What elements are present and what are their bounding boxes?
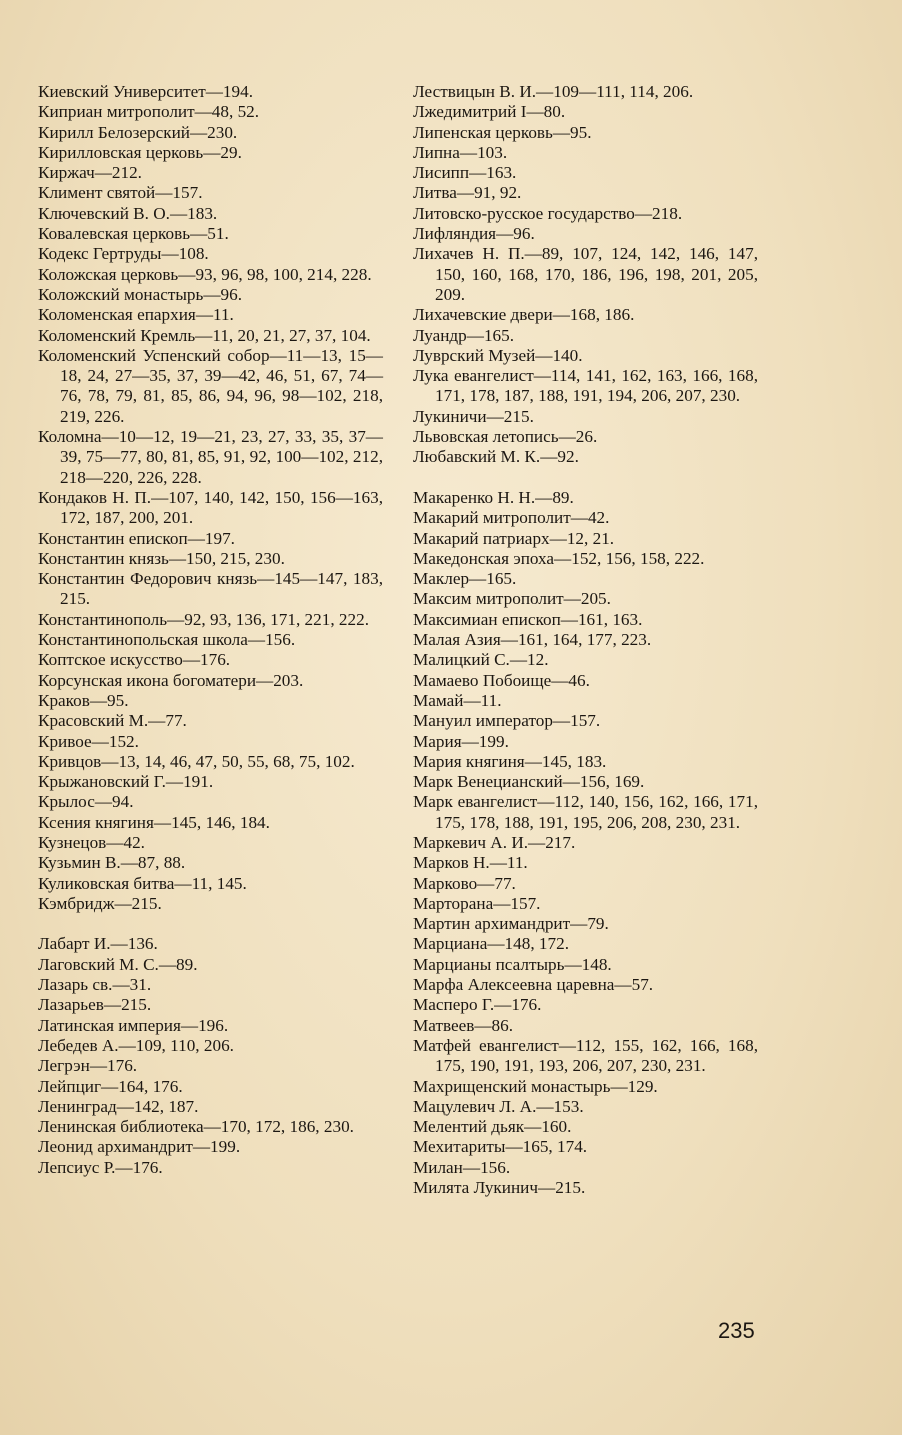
- index-entry: Куликовская битва—11, 145.: [38, 873, 247, 893]
- index-entry: Лабарт И.—136.: [38, 934, 158, 954]
- index-entry: Коломенский Успенский собор—11—13, 15—18, 24, 27—35, 37, 39—42, 46, 51, 67, 74—76, 78, 79, 81, 85, 86, 94, 96, 98—102, 218, 219, 226.: [38, 345, 383, 426]
- index-entry: Марцианы псалтырь—148.: [413, 954, 612, 974]
- index-entry: Липенская церковь—95.: [413, 122, 592, 142]
- index-entry: Лука евангелист—114, 141, 162, 163, 166, 168, 171, 178, 187, 188, 191, 194, 206, 207, 230.: [413, 366, 758, 406]
- index-entry: Кирилловская церковь—29.: [38, 142, 242, 162]
- index-entry: Кузьмин В.—87, 88.: [38, 853, 186, 873]
- index-entry: Красовский М.—77.: [38, 711, 187, 731]
- index-entry: Лепсиус Р.—176.: [38, 1157, 163, 1177]
- index-entry: Ленинград—142, 187.: [38, 1096, 199, 1116]
- index-entry: Мамаево Побоище—46.: [413, 670, 590, 690]
- index-entry: Константин епископ—197.: [38, 528, 235, 548]
- index-entry: Марциана—148, 172.: [413, 934, 569, 954]
- section-gap: [413, 468, 758, 488]
- index-entry: Литва—91, 92.: [413, 183, 522, 203]
- index-entry: Кривое—152.: [38, 731, 139, 751]
- index-entry: Литовско-русское государство—218.: [413, 203, 683, 223]
- index-entry: Кирилл Белозерский—230.: [38, 122, 238, 142]
- index-entry: Мехитариты—165, 174.: [413, 1137, 588, 1157]
- index-entry: Лествицын В. И.—109—111, 114, 206.: [413, 82, 694, 101]
- index-entry: Лихачевские двери—168, 186.: [413, 305, 635, 325]
- index-entry: Корсунская икона богоматери—203.: [38, 670, 304, 690]
- index-entry: Лазарь св.—31.: [38, 975, 152, 995]
- index-entry: Коложский монастырь—96.: [38, 284, 243, 304]
- page-number: 235: [718, 1318, 755, 1343]
- index-entry: Милята Лукинич—215.: [413, 1178, 586, 1198]
- index-entry: Лаговский М. С.—89.: [38, 954, 198, 974]
- index-entry: Матфей евангелист—112, 155, 162, 166, 168, 175, 190, 191, 193, 206, 207, 230, 231.: [413, 1035, 758, 1076]
- index-entry: Леонид архимандрит—199.: [38, 1137, 241, 1157]
- index-entry: Ключевский В. О.—183.: [38, 203, 218, 223]
- index-entry: Марково—77.: [413, 873, 516, 893]
- index-entry: Мануил император—157.: [413, 711, 601, 731]
- index-entry: Краков—95.: [38, 690, 129, 710]
- index-entry: Мацулевич Л. А.—153.: [413, 1096, 584, 1116]
- index-entry: Константинополь—92, 93, 136, 171, 221, 222.: [38, 609, 370, 629]
- index-entry: Киржач—212.: [38, 163, 142, 183]
- index-entry: Луандр—165.: [413, 325, 515, 345]
- index-entry: Лифляндия—96.: [413, 224, 535, 244]
- index-entry: Кузнецов—42.: [38, 832, 145, 852]
- index-entry: Крылос—94.: [38, 792, 134, 812]
- index-entry: Львовская летопись—26.: [413, 427, 598, 447]
- index-entry: Макарий митрополит—42.: [413, 508, 610, 528]
- index-entry: Македонская эпоха—152, 156, 158, 222.: [413, 548, 705, 568]
- index-entry: Липна—103.: [413, 142, 508, 162]
- index-entry: Марк Венецианский—156, 169.: [413, 772, 645, 792]
- index-entry: Мария княгиня—145, 183.: [413, 751, 607, 771]
- index-entry: Киприан митрополит—48, 52.: [38, 102, 260, 122]
- index-entry: Марков Н.—11.: [413, 853, 528, 873]
- index-entry: Малицкий С.—12.: [413, 650, 549, 670]
- index-entry: Любавский М. К.—92.: [413, 447, 579, 467]
- index-entry: Легрэн—176.: [38, 1056, 138, 1076]
- index-entry: Маркевич А. И.—217.: [413, 832, 576, 852]
- index-entry: Мелентий дьяк—160.: [413, 1117, 572, 1137]
- index-column-right: [413, 82, 758, 1198]
- index-entry: Луврский Музей—140.: [413, 345, 583, 365]
- index-entry: Матвеев—86.: [413, 1015, 514, 1035]
- index-entry: Марфа Алексеевна царевна—57.: [413, 975, 654, 995]
- index-entry: Лисипп—163.: [413, 163, 517, 183]
- index-entry: Марторана—157.: [413, 893, 541, 913]
- index-entry: Константинопольская школа—156.: [38, 630, 296, 650]
- index-entry: Климент святой—157.: [38, 183, 203, 203]
- index-entry: Максимиан епископ—161, 163.: [413, 609, 643, 629]
- index-entry: Коложская церковь—93, 96, 98, 100, 214, 228.: [38, 264, 372, 284]
- index-entry: Ксения княгиня—145, 146, 184.: [38, 812, 270, 832]
- index-entry: Константин князь—150, 215, 230.: [38, 548, 285, 568]
- section-gap: [38, 914, 383, 934]
- index-entry: Лазарьев—215.: [38, 995, 152, 1015]
- index-entry: Лейпциг—164, 176.: [38, 1076, 183, 1096]
- index-entry: Лжедимитрий I—80.: [413, 102, 566, 122]
- index-entry: Мамай—11.: [413, 690, 502, 710]
- index-entry: Коломенская епархия—11.: [38, 305, 234, 325]
- index-entry: Лебедев А.—109, 110, 206.: [38, 1035, 234, 1055]
- index-entry: Коптское искусство—176.: [38, 650, 231, 670]
- index-entry: Махрищенский монастырь—129.: [413, 1076, 658, 1096]
- index-entry: Киевский Университет—194.: [38, 82, 254, 101]
- index-entry: Мартин архимандрит—79.: [413, 914, 609, 934]
- index-entry: Кодекс Гертруды—108.: [38, 244, 209, 264]
- index-entry: Мария—199.: [413, 731, 509, 751]
- index-entry: Кэмбридж—215.: [38, 893, 162, 913]
- index-entry: Масперо Г.—176.: [413, 995, 542, 1015]
- index-entry: Марк евангелист—112, 140, 156, 162, 166, 171, 175, 178, 188, 191, 195, 206, 208, 230, 231.: [413, 792, 758, 832]
- index-column-left: [38, 82, 383, 1178]
- index-entry: Латинская империя—196.: [38, 1015, 229, 1035]
- index-entry: Лихачев Н. П.—89, 107, 124, 142, 146, 147, 150, 160, 168, 170, 186, 196, 198, 201, 205, 209.: [413, 244, 758, 304]
- index-entry: Константин Федорович князь—145—147, 183, 215.: [38, 569, 383, 609]
- index-entry: Лукиничи—215.: [413, 406, 534, 426]
- index-entry: Маклер—165.: [413, 569, 517, 589]
- index-entry: Кондаков Н. П.—107, 140, 142, 150, 156—163, 172, 187, 200, 201.: [38, 487, 383, 528]
- index-entry: Ленинская библиотека—170, 172, 186, 230.: [38, 1117, 354, 1137]
- index-entry: Макаренко Н. Н.—89.: [413, 487, 574, 507]
- index-entry: Коломна—10—12, 19—21, 23, 27, 33, 35, 37—39, 75—77, 80, 81, 85, 91, 92, 100—102, 212, 218—220, 226, 228.: [38, 427, 383, 487]
- index-entry: Кривцов—13, 14, 46, 47, 50, 55, 68, 75, 102.: [38, 751, 355, 771]
- index-entry: Малая Азия—161, 164, 177, 223.: [413, 630, 652, 650]
- index-entry: Коломенский Кремль—11, 20, 21, 27, 37, 104.: [38, 325, 371, 345]
- index-entry: Ковалевская церковь—51.: [38, 224, 229, 244]
- index-entry: Крыжановский Г.—191.: [38, 772, 214, 792]
- index-entry: Милан—156.: [413, 1157, 511, 1177]
- index-entry: Макарий патриарх—12, 21.: [413, 528, 615, 548]
- index-entry: Максим митрополит—205.: [413, 589, 611, 609]
